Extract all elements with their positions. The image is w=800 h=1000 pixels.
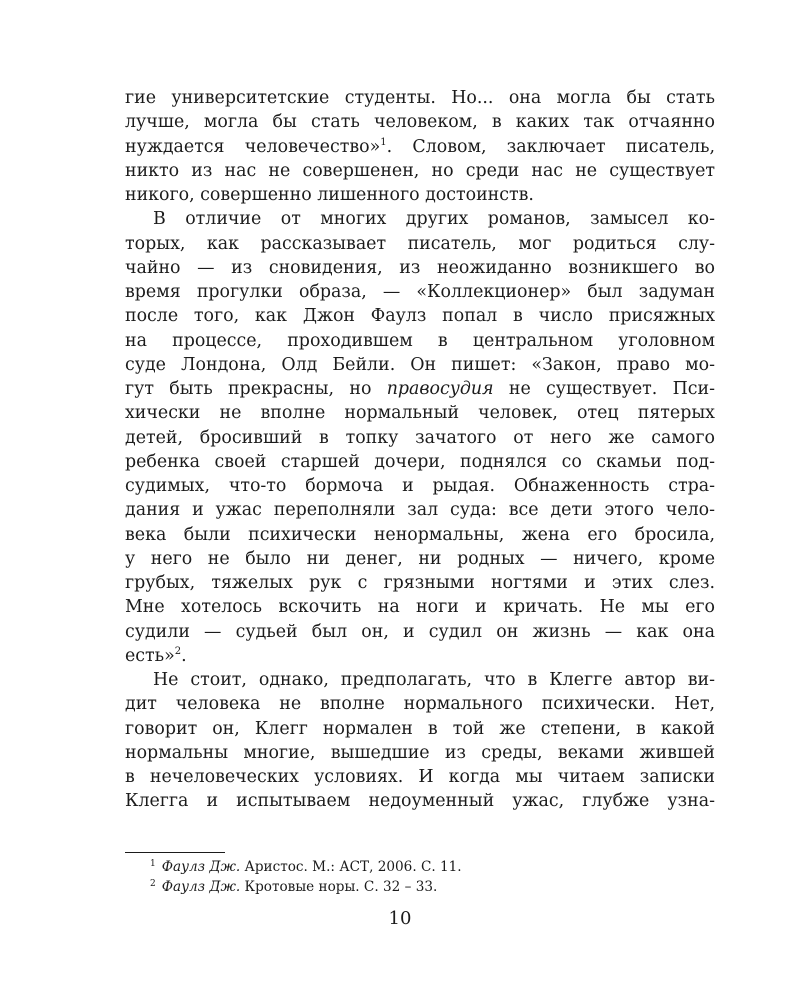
text-line: суде Лондона, Олд Бейли. Он пишет: «Закон, право мо-	[125, 354, 715, 375]
footnote-number: 2	[150, 879, 156, 889]
paragraph	[125, 86, 715, 207]
text-line: дания и ужас переполняли зал суда: все дети этого чело-	[125, 500, 715, 521]
text-segment: . Словом, заключает писатель,	[386, 136, 715, 157]
footnote-reference[interactable]: 1	[380, 136, 387, 148]
text-line: чайно — из сновидения, из неожиданно возникшего во	[125, 257, 715, 278]
footnote-reference[interactable]: 2	[174, 645, 182, 657]
text-line: гие университетские студенты. Но... она могла бы стать	[125, 88, 715, 108]
text-line: лучше, могла бы стать человеком, в каких так отчаянно	[125, 112, 715, 133]
footnote-text: Кротовые норы. С. 32 – 33.	[240, 879, 438, 895]
text-line: время прогулки образа, — «Коллекционер» был задуман	[125, 282, 715, 302]
text-segment: нуждается человечество»	[125, 136, 381, 157]
text-line: Мне хотелось вскочить на ноги и кричать. Не мы его	[125, 597, 715, 618]
page-number: 10	[388, 908, 412, 929]
text-line: ребенка своей старшей дочери, поднялся со скамьи под-	[125, 451, 715, 472]
text-line: никто из нас не совершенен, но среди нас не существует	[125, 160, 715, 181]
text-line: никого, совершенно лишенного достоинств.	[125, 185, 534, 205]
text-segment: .	[181, 645, 187, 666]
text-line: торых, как рассказывает писатель, мог родиться слу-	[125, 233, 715, 254]
text-line: говорит он, Клегг нормален в той же степени, в какой	[125, 718, 715, 739]
text-line: у него не было ни денег, ни родных — ничего, кроме	[125, 548, 715, 569]
paragraph	[125, 207, 715, 668]
text-line: нормальны многие, вышедшие из среды, веками жившей	[125, 742, 715, 763]
footnote-text: Аристос. М.: АСТ, 2006. С. 11.	[240, 859, 462, 875]
footnote-item	[150, 877, 710, 897]
footnote-item	[150, 857, 710, 877]
text-line: В отличие от многих других романов, замысел ко-	[153, 209, 715, 230]
text-line: Клегга и испытываем недоуменный ужас, глубже узна-	[125, 791, 715, 812]
text-line: судимых, что-то бормоча и рыдая. Обнаженность стра-	[125, 476, 715, 496]
text-line: на процессе, проходившем в центральном уголовном	[125, 330, 715, 351]
text-line: хически не вполне нормальный человек, отец пятерых	[125, 403, 715, 424]
text-line: грубых, тяжелых рук с грязными ногтями и этих слез.	[125, 573, 715, 593]
footnote-author: Фаулз Дж.	[161, 879, 241, 895]
footnote-separator	[125, 852, 225, 853]
text-segment: не существует. Пси-	[493, 379, 715, 399]
text-line: Не стоит, однако, предполагать, что в Клегге автор ви-	[153, 670, 715, 690]
text-line	[125, 377, 715, 401]
footnotes	[150, 857, 710, 897]
footnote-number: 1	[150, 859, 156, 869]
text-line: после того, как Джон Фаулз попал в число присяжных	[125, 306, 715, 327]
text-line: века были психически ненормальны, жена его бросила,	[125, 524, 715, 545]
text-segment: есть»	[125, 645, 175, 666]
text-segment: гут быть прекрасны, но	[125, 379, 387, 399]
footnote-author: Фаулз Дж.	[161, 859, 241, 875]
text-line	[125, 644, 715, 668]
text-line: детей, бросивший в топку зачатого от него же самого	[125, 427, 715, 448]
text-line: в нечеловеческих условиях. И когда мы читаем записки	[125, 767, 715, 787]
paragraph	[125, 668, 715, 814]
text-line: судили — судьей был он, и судил он жизнь — как она	[125, 621, 715, 642]
text-line	[125, 135, 715, 159]
emphasis-text: правосудия	[386, 379, 494, 399]
main-text	[125, 86, 715, 814]
text-line: дит человека не вполне нормального психически. Нет,	[125, 694, 715, 715]
